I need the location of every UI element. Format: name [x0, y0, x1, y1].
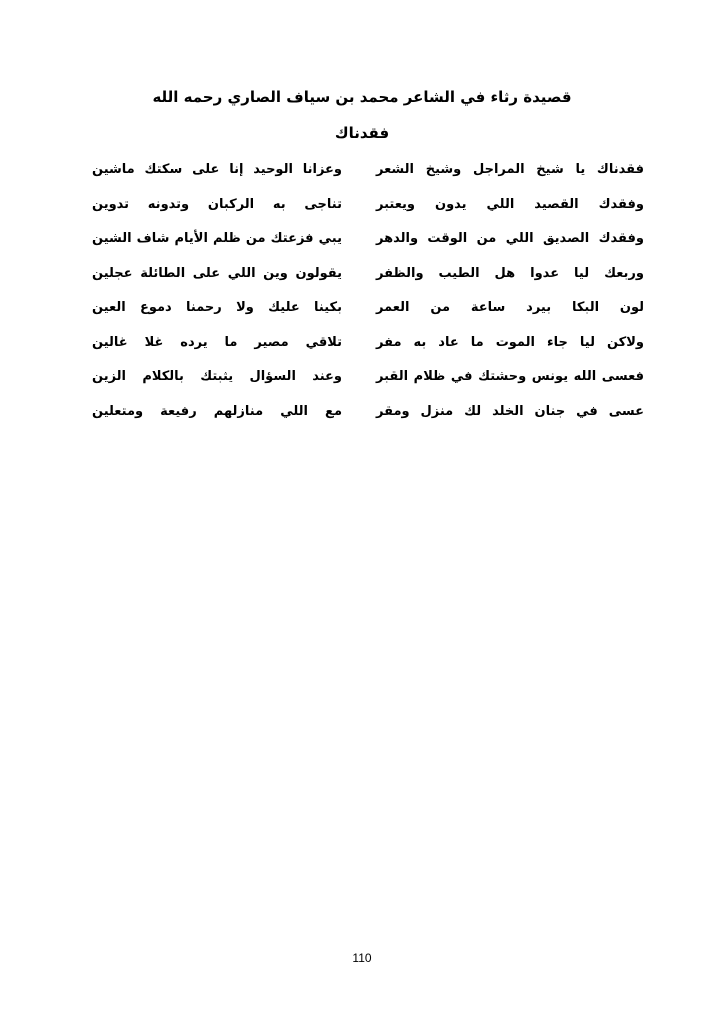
verse-7-first-hemistich: فعسى الله يونس وحشتك في ظلام القبر — [376, 369, 644, 384]
verse-1-second-hemistich: وعزانا الوحيد إنا على سكتك ماشين — [92, 162, 342, 177]
poem-body — [92, 160, 644, 436]
verse-6-second-hemistich: تلاقي مصير ما يرده غلا غالين — [92, 334, 342, 350]
verse-3-first-hemistich: وفقدك الصديق اللي من الوقت والدهر — [376, 231, 644, 246]
verse-2-first-hemistich: وفقدك القصيد اللي يدون ويعتبر — [376, 196, 644, 212]
verse-5-first-hemistich: لون البكا بيرد ساعة من العمر — [376, 300, 644, 315]
verse-4-first-hemistich: وربعك ليا عدوا هل الطيب والظفر — [376, 265, 644, 281]
verse-8-second-hemistich: مع اللي منازلهم رفيعة ومتعلين — [92, 403, 342, 419]
verse-5 — [92, 298, 644, 333]
verse-1 — [92, 160, 644, 195]
verse-7-second-hemistich: وعند السؤال يثبتك بالكلام الزين — [92, 369, 342, 384]
verse-3-second-hemistich: يبي فزعتك من ظلم الأيام شاف الشين — [92, 231, 342, 246]
page-number: 110 — [352, 951, 372, 965]
verse-4 — [92, 264, 644, 299]
verse-1-first-hemistich: فقدناك يا شيخ المراجل وشيخ الشعر — [376, 162, 644, 177]
verse-2 — [92, 195, 644, 230]
verse-6 — [92, 333, 644, 368]
verse-2-second-hemistich: تناجى به الركبان وتدونه تدوين — [92, 196, 342, 212]
verse-4-second-hemistich: يقولون وين اللي على الطائلة عجلين — [92, 265, 342, 281]
verse-5-second-hemistich: بكينا عليك ولا رحمنا دموع العين — [92, 300, 342, 315]
verse-6-first-hemistich: ولاكن ليا جاء الموت ما عاد به مفر — [376, 334, 644, 350]
poem-subtitle: فقدناك — [334, 124, 390, 142]
verse-8 — [92, 402, 644, 437]
poem-title: قصيدة رثاء في الشاعر محمد بن سياف الصاري رحمه الله — [152, 88, 572, 106]
verse-3 — [92, 229, 644, 264]
verse-7 — [92, 367, 644, 402]
verse-8-first-hemistich: عسى في جنان الخلد لك منزل ومقر — [376, 403, 644, 419]
